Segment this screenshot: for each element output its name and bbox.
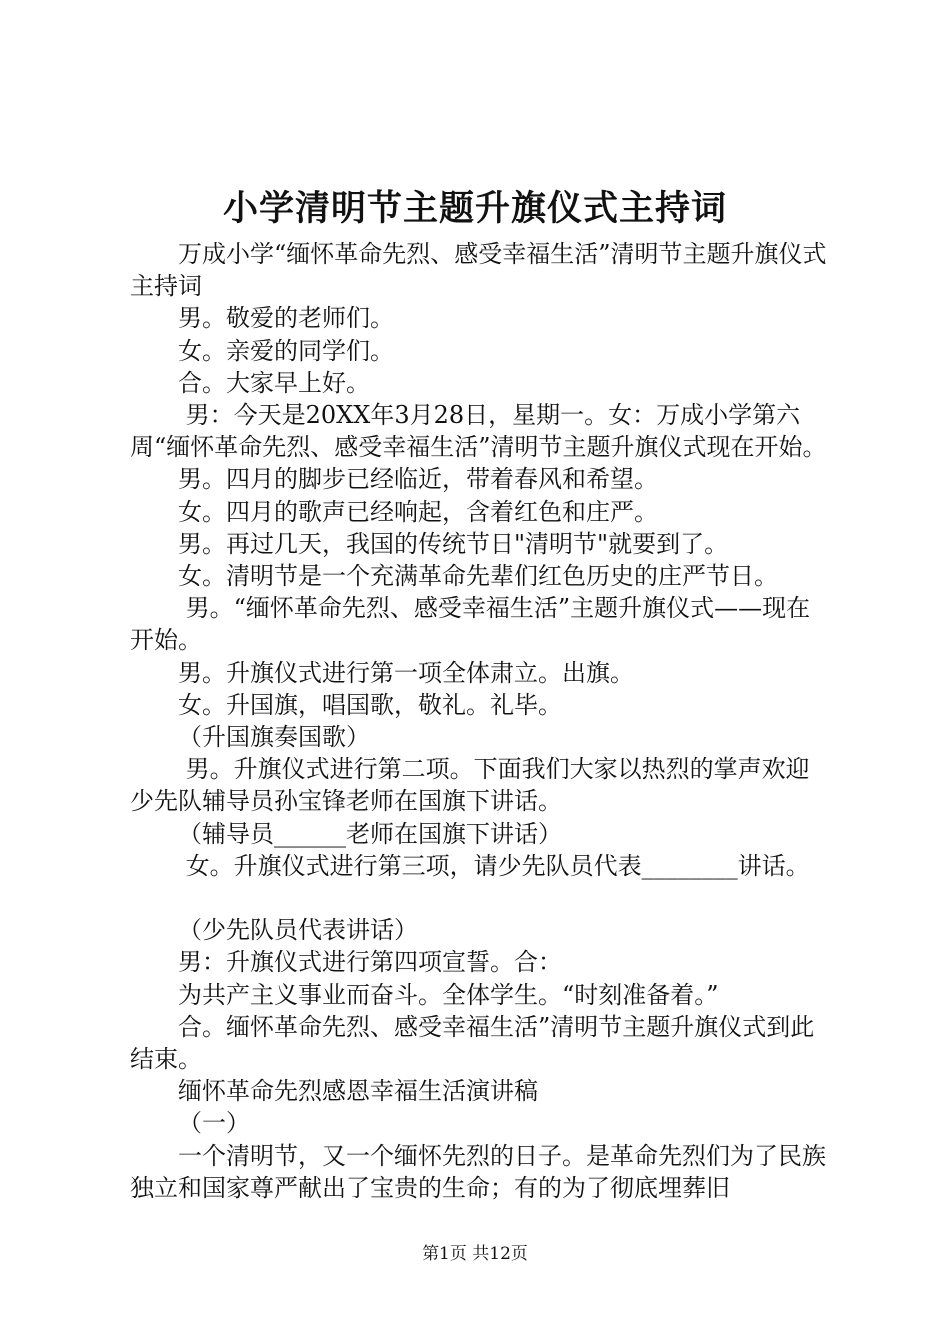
paragraph: 男。“缅怀革命先烈、感受幸福生活”主题升旗仪式——现在开始。 — [130, 594, 811, 655]
paragraph: 万成小学“缅怀革命先烈、感受幸福生活”清明节主题升旗仪式主持词 — [130, 240, 827, 301]
blank-line — [130, 882, 830, 914]
paragraph: 女。亲爱的同学们。 — [178, 336, 394, 365]
paragraph: 合。大家早上好。 — [178, 368, 370, 397]
paragraph: 合。缅怀革命先烈、感受幸福生活”清明节主题升旗仪式到此结束。 — [130, 1012, 815, 1074]
paragraph: 男。升旗仪式进行第一项全体肃立。出旗。 — [178, 658, 634, 687]
paragraph: 一个清明节，又一个缅怀先烈的日子。是革命先烈们为了民族独立和国家尊严献出了宝贵的生命；有的为了彻底埋葬旧 — [130, 1141, 826, 1202]
paragraph: （升国旗奏国歌） — [178, 723, 370, 752]
paragraph: 为共产主义事业而奋斗。全体学生。“时刻准备着。” — [178, 980, 719, 1009]
paragraph: 男。敬爱的老师们。 — [178, 304, 394, 333]
paragraph: 女。升旗仪式进行第三项，请少先队员代表________讲话。 — [178, 851, 810, 880]
paragraph: （辅导员______老师在国旗下讲话） — [178, 819, 562, 848]
paragraph: 男：今天是20XX年3月28日，星期一。女：万成小学第六周“缅怀革命先烈、感受幸福生活”清明节主题升旗仪式现在开始。 — [130, 401, 827, 462]
document-body — [130, 238, 830, 1204]
page-title: 小学清明节主题升旗仪式主持词 — [222, 188, 727, 229]
paragraph: 男。再过几天，我国的传统节日"清明节"就要到了。 — [178, 529, 729, 558]
page-indicator: 第1页 共12页 — [422, 1244, 528, 1264]
paragraph: （少先队员代表讲话） — [178, 916, 418, 945]
paragraph: 女。升国旗，唱国歌，敬礼。礼毕。 — [178, 690, 562, 719]
section-heading: 缅怀革命先烈感恩幸福生活演讲稿 — [178, 1077, 538, 1106]
paragraph: 女。清明节是一个充满革命先辈们红色历史的庄严节日。 — [178, 562, 778, 591]
paragraph: 男。升旗仪式进行第二项。下面我们大家以热烈的掌声欢迎少先队辅导员孙宝锋老师在国旗下讲话。 — [130, 755, 810, 816]
paragraph: 男：升旗仪式进行第四项宣誓。合： — [178, 948, 562, 977]
paragraph: 男。四月的脚步已经临近，带着春风和希望。 — [178, 465, 658, 494]
paragraph: 女。四月的歌声已经响起，含着红色和庄严。 — [178, 497, 658, 526]
section-number: （一） — [178, 1109, 250, 1138]
